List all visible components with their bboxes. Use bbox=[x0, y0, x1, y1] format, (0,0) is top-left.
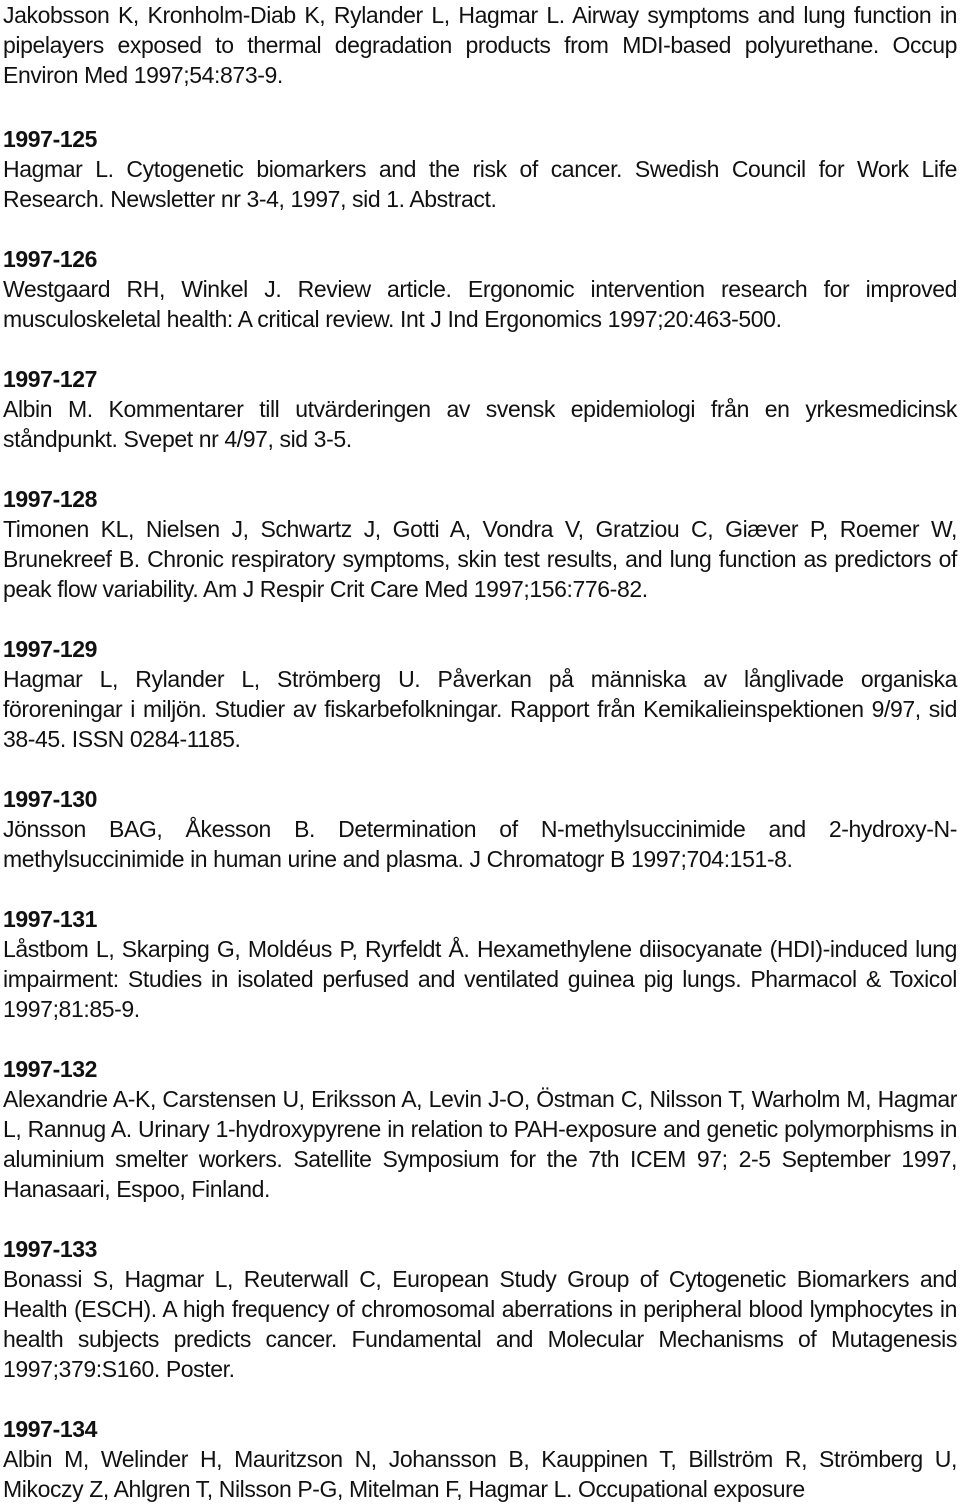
reference-id: 1997-134 bbox=[3, 1416, 97, 1442]
reference-id: 1997-130 bbox=[3, 786, 97, 812]
reference-citation: Albin M. Kommentarer till utvärderingen av svensk epidemiologi från en yrkesmedicinsk ståndpunkt. Svepet nr 4/97, sid 3-5. bbox=[3, 396, 957, 452]
reference-entry-1997-130 bbox=[3, 784, 957, 874]
reference-citation: Jönsson BAG, Åkesson B. Determination of N-methylsuccinimide and 2-hydroxy-N-methylsuccinimide in human urine and plasma. J Chromatogr B 1997;704:151-8. bbox=[3, 816, 957, 872]
reference-citation: Låstbom L, Skarping G, Moldéus P, Ryrfeldt Å. Hexamethylene diisocyanate (HDI)-induced lung impairment: Studies in isolated perfused and ventilated guinea pig lungs. Pharmacol & Toxicol 1997;81:85-9. bbox=[3, 936, 957, 1022]
reference-entry-1997-132 bbox=[3, 1054, 957, 1204]
reference-entry-1997-129 bbox=[3, 634, 957, 754]
reference-entry-1997-133 bbox=[3, 1234, 957, 1384]
reference-citation: Hagmar L, Rylander L, Strömberg U. Påverkan på människa av långlivade organiska föroreningar i miljön. Studier av fiskarbefolkningar. Rapport från Kemikalieinspektionen 9/97, sid 38-45. ISSN 0284-1185. bbox=[3, 666, 957, 752]
reference-entry-1997-125 bbox=[3, 124, 957, 214]
reference-entry-1997-131 bbox=[3, 904, 957, 1024]
reference-citation: Bonassi S, Hagmar L, Reuterwall C, European Study Group of Cytogenetic Biomarkers and Health (ESCH). A high frequency of chromosomal aberrations in peripheral blood lymphocytes in health subjects predicts cancer. Fundamental and Molecular Mechanisms of Mutagenesis 1997;379:S160. Poster. bbox=[3, 1266, 957, 1382]
reference-id: 1997-131 bbox=[3, 906, 97, 932]
reference-list-page bbox=[3, 0, 957, 1504]
reference-id: 1997-127 bbox=[3, 366, 97, 392]
reference-id: 1997-133 bbox=[3, 1236, 97, 1262]
continued-reference-text: Jakobsson K, Kronholm-Diab K, Rylander L, Hagmar L. Airway symptoms and lung function in pipelayers exposed to thermal degradation products from MDI-based polyurethane. Occup Environ Med 1997;54:873-9. bbox=[3, 2, 957, 88]
reference-citation: Westgaard RH, Winkel J. Review article. Ergonomic intervention research for improved musculoskeletal health: A critical review. Int J Ind Ergonomics 1997;20:463-500. bbox=[3, 276, 957, 332]
reference-entry-1997-134 bbox=[3, 1414, 957, 1504]
reference-citation: Hagmar L. Cytogenetic biomarkers and the risk of cancer. Swedish Council for Work Life Research. Newsletter nr 3-4, 1997, sid 1. Abstract. bbox=[3, 156, 957, 212]
reference-id: 1997-128 bbox=[3, 486, 97, 512]
reference-entry-1997-127 bbox=[3, 364, 957, 454]
reference-id: 1997-126 bbox=[3, 246, 97, 272]
reference-id: 1997-129 bbox=[3, 636, 97, 662]
reference-citation: Alexandrie A-K, Carstensen U, Eriksson A, Levin J-O, Östman C, Nilsson T, Warholm M, Hagmar L, Rannug A. Urinary 1-hydroxypyrene in relation to PAH-exposure and genetic polymorphisms in aluminium smelter workers. Satellite Symposium for the 7th ICEM 97; 2-5 September 1997, Hanasaari, Espoo, Finland. bbox=[3, 1086, 957, 1202]
reference-id: 1997-132 bbox=[3, 1056, 97, 1082]
reference-entry-1997-126 bbox=[3, 244, 957, 334]
reference-entry-1997-128 bbox=[3, 484, 957, 604]
reference-citation: Albin M, Welinder H, Mauritzson N, Johansson B, Kauppinen T, Billström R, Strömberg U, Mikoczy Z, Ahlgren T, Nilsson P-G, Mitelman F, Hagmar L. Occupational exposure bbox=[3, 1446, 957, 1502]
reference-id: 1997-125 bbox=[3, 126, 97, 152]
reference-citation: Timonen KL, Nielsen J, Schwartz J, Gotti A, Vondra V, Gratziou C, Giæver P, Roemer W, Brunekreef B. Chronic respiratory symptoms, skin test results, and lung function as predictors of peak flow variability. Am J Respir Crit Care Med 1997;156:776-82. bbox=[3, 516, 957, 602]
